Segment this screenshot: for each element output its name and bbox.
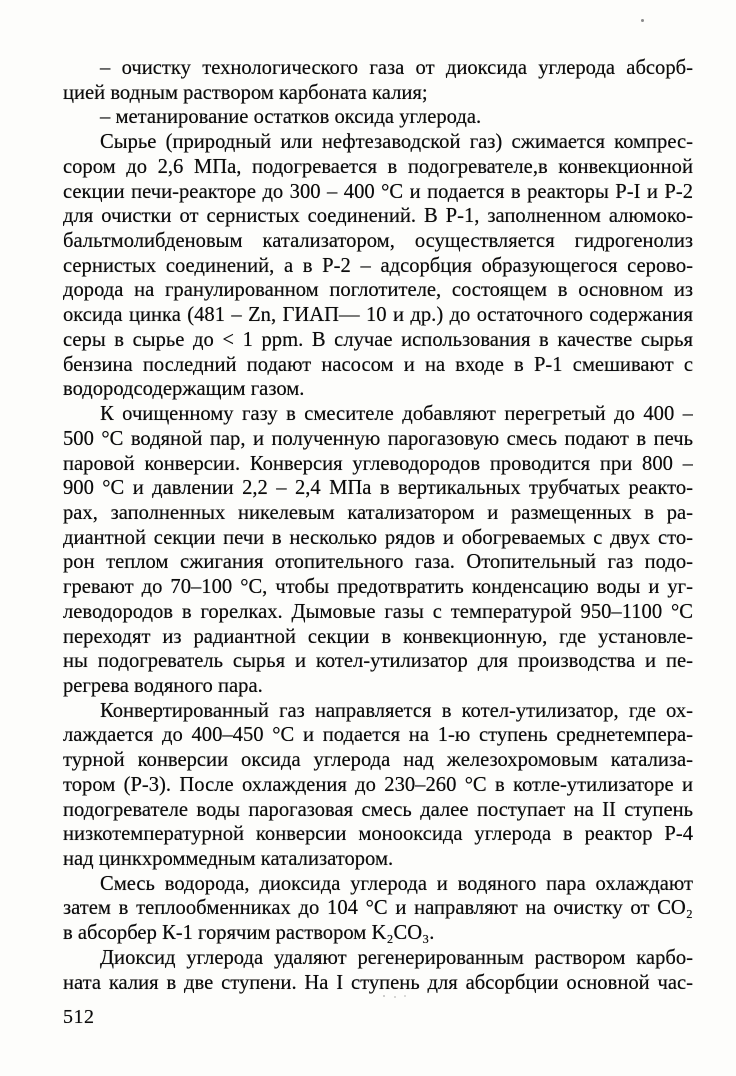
text-line: в абсорбер К-1 горячим раствором K₂CO₃. xyxy=(63,922,435,945)
page-footer xyxy=(63,1006,95,1029)
text-line: переходят из радиантной секции в конвекционную, где установле- xyxy=(63,625,693,648)
text-line: диантной секции печи в несколько рядов и обогреваемых с двух сто- xyxy=(63,526,693,549)
text-line: – метанирование остатков оксида углерода. xyxy=(100,106,482,129)
paragraph xyxy=(63,402,693,699)
text-line: цией водным раствором карбоната калия; xyxy=(63,81,428,104)
scan-speck xyxy=(641,19,644,22)
text-line: К очищенному газу в смесителе добавляют перегретый до 400 – xyxy=(100,403,693,426)
text-line: для очистки от сернистых соединений. В Р-1, заполненном алюмоко- xyxy=(63,205,693,228)
text-line: рон теплом сжигания отопительного газа. Отопительный газ подо- xyxy=(63,551,693,574)
text-line: – очистку технологического газа от диоксида углерода абсорб- xyxy=(100,57,693,79)
body-text xyxy=(63,56,693,995)
scan-speck xyxy=(394,996,396,998)
text-line: ната калия в две ступени. На I ступень для абсорбции основной час- xyxy=(63,971,693,994)
text-line: регрева водяного пара. xyxy=(63,674,263,697)
text-line: секции печи-реакторе до 300 – 400 °С и подается в реакторы Р-I и Р-2 xyxy=(63,180,693,203)
text-line: рах, заполненных никелевым катализатором и размещенных в ра- xyxy=(63,501,693,524)
paragraph xyxy=(63,872,693,946)
text-line: водородсодержащим газом. xyxy=(63,378,305,401)
text-line: Сырье (природный или нефтезаводской газ) сжимается компрес- xyxy=(100,131,693,154)
scan-speck xyxy=(404,995,406,997)
text-line: лаждается до 400–450 °С и подается на 1-ю ступень среднетемпера- xyxy=(63,724,693,747)
text-line: Смесь водорода, диоксида углерода и водяного пара охлаждают xyxy=(100,872,693,895)
text-line: паровой конверсии. Конверсия углеводородов проводится при 800 – xyxy=(63,452,693,475)
paragraph xyxy=(63,105,693,130)
paragraph xyxy=(63,946,693,995)
text-line: затем в теплообменниках до 104 °С и направляют на очистку от CO₂ xyxy=(63,897,693,920)
text-line: Диоксид углерода удаляют регенерированным раствором карбо- xyxy=(100,946,693,969)
text-line: леводородов в горелках. Дымовые газы с температурой 950–1100 °С xyxy=(63,600,693,623)
page-number: 512 xyxy=(63,1006,95,1028)
paragraph xyxy=(63,699,693,872)
text-line: дорода на гранулированном поглотителе, состоящем в основном из xyxy=(63,279,693,302)
text-line: сернистых соединений, а в Р-2 – адсорбция образующегося серово- xyxy=(63,254,693,277)
text-line: оксида цинка (481 – Zn, ГИАП— 10 и др.) до остаточного содержания xyxy=(63,304,693,327)
text-line: над цинкхроммедным катализатором. xyxy=(63,848,394,870)
text-line: сором до 2,6 МПа, подогревается в подогревателе,в конвекционной xyxy=(63,155,693,178)
text-line: 500 °С водяной пар, и полученную парогазовую смесь подают в печь xyxy=(63,427,693,450)
scan-speck xyxy=(383,995,385,997)
text-line: тором (Р-3). После охлаждения до 230–260 °С в котле-утилизаторе и xyxy=(63,773,693,796)
text-line: серы в сырье до < 1 ppm. В случае использования в качестве сырья xyxy=(63,328,693,351)
text-line: подогревателе воды парогазовая смесь далее поступает на II ступень xyxy=(63,798,693,821)
text-line: низкотемпературной конверсии монооксида углерода в реактор Р-4 xyxy=(63,823,693,846)
text-line: турной конверсии оксида углерода над железохромовым катализа- xyxy=(63,749,693,772)
text-line: ны подогреватель сырья и котел-утилизатор для производства и пе- xyxy=(63,650,693,673)
text-line: бензина последний подают насосом и на входе в Р-1 смешивают с xyxy=(63,353,693,376)
paragraph xyxy=(63,130,693,402)
paragraph xyxy=(63,56,693,105)
text-line: бальтмолибденовым катализатором, осуществляется гидрогенолиз xyxy=(63,230,693,253)
text-line: 900 °С и давлении 2,2 – 2,4 МПа в вертикальных трубчатых реакто- xyxy=(63,477,693,500)
text-line: Конвертированный газ направляется в котел-утилизатор, где ох- xyxy=(100,699,693,722)
text-line: гревают до 70–100 °С, чтобы предотвратить конденсацию воды и уг- xyxy=(63,576,693,599)
